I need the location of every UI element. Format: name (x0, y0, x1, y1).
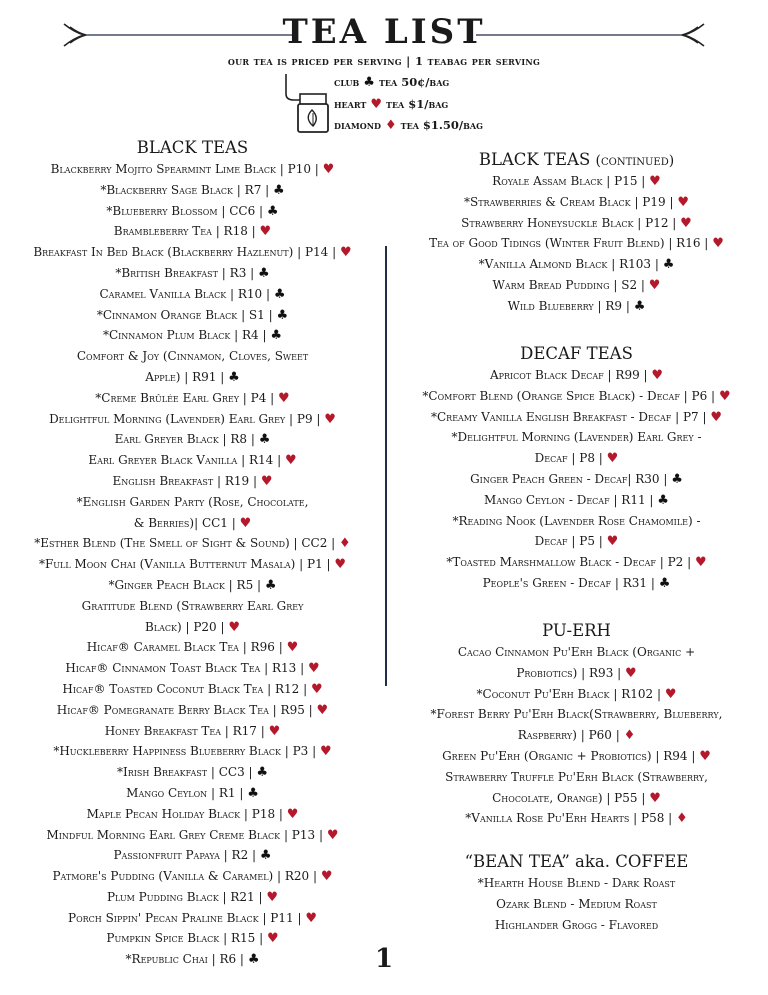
tea-item (0, 367, 385, 388)
tea-item-name: *Blueberry Blossom | CC6 | (106, 203, 264, 218)
pricing-subtitle: our tea is priced per serving | 1 teabag per serving (227, 54, 541, 68)
heart-icon: ♥ (694, 555, 707, 571)
club-icon: ♣ (258, 265, 270, 281)
tea-item-name: *Irish Breakfast | CC3 | (116, 765, 253, 780)
tea-item (385, 642, 768, 663)
tea-item (385, 915, 768, 936)
tea-item-name: Pumpkin Spice Black | R15 | (106, 931, 264, 946)
tea-item-name: *Blackberry Sage Black | R7 | (100, 182, 270, 197)
heart-icon: ♥ (228, 619, 241, 635)
club-icon: ♣ (363, 75, 375, 90)
section-heading-black-teas: BLACK TEAS (136, 138, 249, 157)
tea-item (0, 679, 385, 700)
tea-item (0, 242, 385, 263)
tea-item-name: *Forest Berry Pu'Erh Black(Strawberry, Blueberry, (430, 707, 723, 722)
section-heading-coffee: “BEAN TEA” aka. COFFEE (464, 852, 689, 871)
section-heading-black-teas-continued: BLACK TEAS (continued) (478, 150, 675, 169)
pu-erh-list (385, 642, 768, 829)
tea-item (385, 873, 768, 894)
diamond-icon: ♦ (676, 811, 688, 827)
tea-item (0, 866, 385, 887)
heart-icon: ♥ (718, 388, 731, 404)
heart-icon: ♥ (625, 665, 637, 681)
tea-item-name: *Hearth House Blend - Dark Roast (477, 876, 676, 890)
tea-item (385, 704, 768, 725)
heart-icon: ♥ (677, 194, 689, 210)
club-icon: ♣ (266, 203, 279, 219)
tea-item (0, 492, 385, 513)
tea-item-name: *English Garden Party (Rose, Chocolate, (76, 494, 309, 509)
pu-erh-section (385, 619, 768, 829)
tea-item-name: *Delightful Morning (Lavender) Earl Grey - (451, 430, 702, 445)
tea-item (0, 263, 385, 284)
club-icon: ♣ (264, 577, 277, 593)
tea-item-name: *Cinnamon Orange Black | S1 | (96, 307, 273, 322)
tea-item-name: Probiotics) | R93 | (516, 665, 622, 680)
coffee-list (385, 873, 768, 935)
tea-item (0, 658, 385, 679)
tea-item-name: Warm Bread Pudding | S2 | (492, 277, 645, 292)
heart-icon: ♥ (260, 473, 273, 489)
heart-icon: ♥ (322, 162, 335, 177)
tea-item-name: Comfort & Joy (Cinnamon, Cloves, Sweet (76, 349, 309, 364)
tea-item (385, 684, 768, 705)
club-icon: ♣ (270, 328, 283, 344)
tea-item (385, 427, 768, 448)
pricing-legend (334, 72, 483, 137)
club-icon: ♣ (258, 432, 271, 448)
club-icon: ♣ (657, 492, 669, 508)
tea-item (0, 346, 385, 367)
section-heading-decaf: DECAF TEAS (520, 344, 633, 363)
tea-item (0, 159, 385, 180)
tea-item-name: Earl Greyer Black Vanilla | R14 | (88, 453, 282, 468)
tea-item (385, 808, 768, 829)
tea-item (0, 700, 385, 721)
heart-icon: ♥ (340, 245, 352, 261)
tea-item (0, 180, 385, 201)
tea-item-name: Decaf | P5 | (534, 534, 603, 549)
tea-item (385, 490, 768, 511)
tea-item-name: Blackberry Mojito Spearmint Lime Black | P10 | (50, 162, 319, 176)
tea-item (385, 531, 768, 552)
heart-icon: ♥ (606, 451, 619, 467)
tea-item-name: *Republic Chai | R6 | (125, 952, 244, 967)
club-icon: ♣ (273, 182, 285, 198)
club-icon: ♣ (228, 369, 240, 385)
heart-icon: ♥ (266, 889, 279, 905)
heart-icon: ♥ (648, 277, 661, 293)
tea-item-name: Brambleberry Tea | R18 | (113, 224, 256, 239)
tea-item-name: Maple Pecan Holiday Black | P18 | (86, 806, 283, 821)
tea-item (385, 171, 768, 192)
heart-icon: ♥ (266, 931, 279, 947)
tea-item (0, 804, 385, 825)
tea-item (0, 783, 385, 804)
tea-item-name: Earl Greyer Black | R8 | (114, 432, 255, 447)
tea-item-name: Plum Pudding Black | R21 | (106, 889, 263, 904)
tea-item (0, 221, 385, 242)
price-diamond: diamond ♦ tea $1.50/bag (334, 118, 483, 133)
heart-icon: ♥ (278, 390, 290, 406)
heart-icon: ♥ (259, 224, 272, 240)
tea-item (385, 213, 768, 234)
tea-item-name: *Huckleberry Happiness Blueberry Black | P3 | (53, 744, 317, 759)
club-icon: ♣ (662, 257, 675, 273)
heart-icon: ♥ (334, 557, 347, 573)
tea-item-name: Strawberry Truffle Pu'Erh Black (Strawberry, (445, 769, 708, 784)
tea-item (385, 573, 768, 594)
price-club: club ♣ tea 50¢/bag (334, 75, 450, 90)
tea-item-name: Ginger Peach Green - Decaf| R30 | (470, 471, 668, 486)
tea-item (385, 233, 768, 254)
tea-item-name: Strawberry Honeysuckle Black | P12 | (461, 215, 677, 230)
tea-item (385, 725, 768, 746)
tea-item (385, 511, 768, 532)
diamond-icon: ♦ (339, 536, 351, 552)
teabag-icon (282, 72, 330, 134)
heart-icon: ♥ (286, 640, 299, 656)
tea-item (385, 746, 768, 767)
tea-item (385, 469, 768, 490)
tea-item (0, 637, 385, 658)
left-column (0, 136, 385, 970)
tea-item (0, 575, 385, 596)
black-teas-list (0, 159, 385, 970)
tea-item-name: Apricot Black Decaf | R99 | (489, 368, 648, 382)
diamond-icon: ♦ (623, 728, 636, 744)
heart-icon: ♥ (268, 723, 281, 739)
tea-item (385, 296, 768, 317)
tea-item-name: & Berries)| CC1 | (133, 515, 236, 530)
tea-item (0, 762, 385, 783)
tea-item-name: Mango Ceylon | R1 | (126, 785, 244, 800)
tea-item (0, 388, 385, 409)
tea-item (0, 908, 385, 929)
club-icon: ♣ (247, 785, 259, 801)
tea-item-name: Royale Assam Black | P15 | (492, 174, 646, 188)
tea-item-name: Raspberry) | P60 | (517, 728, 620, 743)
tea-item (0, 825, 385, 846)
tea-item (385, 767, 768, 788)
tea-item (385, 365, 768, 386)
heart-icon: ♥ (310, 681, 323, 697)
tea-item (0, 617, 385, 638)
tea-item (0, 554, 385, 575)
tea-item-name: Decaf | P8 | (534, 451, 603, 466)
heart-icon: ♥ (680, 215, 692, 231)
tea-item-name: Hicaf® Pomegranate Berry Black Tea | R95 | (56, 702, 313, 717)
heart-icon: ♥ (239, 515, 252, 531)
tea-item-name: Patmore's Pudding (Vanilla & Caramel) | R20 | (52, 869, 318, 884)
tea-item (0, 533, 385, 554)
tea-item-name: Ozark Blend - Medium Roast (496, 896, 657, 911)
tea-item (385, 448, 768, 469)
tea-item-name: *Vanilla Rose Pu'Erh Hearts | P58 | (465, 811, 673, 826)
tea-item-name: *Cinnamon Plum Black | R4 | (102, 328, 267, 343)
club-icon: ♣ (658, 575, 671, 591)
tea-item (0, 450, 385, 471)
tea-item-name: Mango Ceylon - Decaf | R11 | (484, 492, 654, 507)
tea-item (0, 741, 385, 762)
decaf-section (385, 342, 768, 594)
tea-item-name: Green Pu'Erh (Organic + Probiotics) | R94 | (442, 748, 696, 763)
club-icon: ♣ (247, 952, 260, 968)
tea-item (0, 845, 385, 866)
page-number: 1 (374, 944, 394, 974)
tea-item-name: Hicaf® Caramel Black Tea | R96 | (86, 640, 283, 655)
heart-icon: ♥ (286, 806, 299, 822)
page-title: TEA LIST (282, 12, 486, 52)
tea-item-name: Apple) | R91 | (145, 369, 225, 384)
heart-icon: ♥ (606, 534, 619, 550)
heart-icon: ♥ (284, 453, 297, 469)
tea-item (385, 192, 768, 213)
tea-item (385, 663, 768, 684)
heart-icon: ♥ (308, 661, 320, 677)
club-icon: ♣ (633, 298, 646, 314)
club-icon: ♣ (276, 307, 289, 323)
tea-item-name: *Coconut Pu'Erh Black | R102 | (476, 686, 661, 701)
tea-item-name: *Strawberries & Cream Black | P19 | (463, 194, 674, 209)
tea-item-name: *Creamy Vanilla English Breakfast - Decaf | P7 | (430, 409, 707, 424)
tea-item-name: *Toasted Marshmallow Black - Decaf | P2 | (446, 555, 692, 570)
tea-item-name: Hicaf® Cinnamon Toast Black Tea | R13 | (65, 661, 305, 676)
tea-item-name: Delightful Morning (Lavender) Earl Grey | P9 | (49, 411, 321, 426)
club-icon: ♣ (256, 765, 269, 781)
tea-item-name: Cacao Cinnamon Pu'Erh Black (Organic + (457, 645, 696, 659)
tea-item-name: *Ginger Peach Black | R5 | (108, 577, 262, 592)
decaf-list (385, 365, 768, 594)
tea-item-name: Black) | P20 | (144, 619, 225, 634)
heart-icon: ♥ (305, 910, 317, 926)
tea-item-name: Mindful Morning Earl Grey Creme Black | P13 | (46, 827, 324, 842)
club-icon: ♣ (273, 286, 286, 302)
coffee-section (385, 850, 768, 935)
tea-item-name: *Creme Brûlée Earl Grey | P4 | (95, 390, 275, 405)
tea-item-name: Chocolate, Orange) | P55 | (492, 790, 646, 805)
club-icon: ♣ (671, 471, 683, 487)
tea-item (385, 407, 768, 428)
heart-icon: ♥ (651, 368, 664, 383)
heart-icon: ♥ (316, 702, 329, 718)
tea-item (0, 409, 385, 430)
tea-item-name: *Reading Nook (Lavender Rose Chamomile) - (452, 513, 701, 528)
heart-icon: ♥ (326, 827, 339, 843)
tea-item-name: *Esther Blend (The Smell of Sight & Sound) | CC2 | (34, 536, 336, 551)
tea-item-name: Honey Breakfast Tea | R17 | (104, 723, 265, 738)
tea-item-name: Tea of Good Tidings (Winter Fruit Blend) | R16 | (429, 236, 709, 251)
tea-item-name: *British Breakfast | R3 | (115, 265, 255, 280)
tea-item-name: Breakfast In Bed Black (Blackberry Hazlenut) | P14 | (33, 245, 337, 260)
tea-item (0, 887, 385, 908)
tea-item (0, 325, 385, 346)
tea-item-name: Hicaf® Toasted Coconut Black Tea | R12 | (62, 681, 308, 696)
heart-icon: ♥ (649, 790, 661, 806)
heart-icon: ♥ (320, 869, 333, 885)
tea-item-name: Passionfruit Papaya | R2 | (113, 848, 257, 863)
tea-item-name: *Comfort Blend (Orange Spice Black) - Decaf | P6 | (422, 388, 716, 403)
tea-item (385, 788, 768, 809)
tea-item-name: Highlander Grogg - Flavored (494, 917, 659, 932)
tea-item-name: Gratitude Blend (Strawberry Earl Grey (81, 598, 304, 613)
tea-item (385, 254, 768, 275)
black-teas-continued-list (385, 171, 768, 317)
tea-item (0, 429, 385, 450)
section-heading-pu-erh: PU-ERH (542, 621, 611, 640)
tea-item (385, 894, 768, 915)
heart-icon: ♥ (649, 174, 661, 189)
tea-item-name: English Breakfast | R19 | (112, 473, 258, 488)
diamond-icon: ♦ (384, 118, 397, 133)
heart-icon: ♥ (324, 411, 336, 427)
tea-item-name: *Vanilla Almond Black | R103 | (478, 257, 659, 272)
heart-icon: ♥ (320, 744, 332, 760)
heart-icon: ♥ (664, 686, 677, 702)
tea-item-name: Wild Blueberry | R9 | (507, 298, 630, 313)
tea-item-name: Caramel Vanilla Black | R10 | (99, 286, 271, 301)
tea-item (0, 596, 385, 617)
tea-item (0, 305, 385, 326)
heart-icon: ♥ (712, 236, 724, 252)
tea-item (0, 284, 385, 305)
heart-icon: ♥ (370, 96, 382, 112)
tea-item-name: Porch Sippin' Pecan Praline Black | P11 | (68, 910, 302, 925)
tea-item-name: People's Green - Decaf | R31 | (482, 575, 655, 590)
black-teas-continued-section (385, 148, 768, 317)
tea-item (385, 552, 768, 573)
tea-item (0, 513, 385, 534)
heart-icon: ♥ (699, 748, 711, 764)
heart-icon: ♥ (710, 409, 723, 425)
club-icon: ♣ (259, 848, 272, 864)
tea-item-name: *Full Moon Chai (Vanilla Butternut Masala) | P1 | (38, 557, 331, 572)
tea-item (0, 471, 385, 492)
price-heart: heart ♥ tea $1/bag (334, 96, 449, 112)
tea-item (0, 201, 385, 222)
tea-item (385, 275, 768, 296)
tea-item (385, 386, 768, 407)
tea-item (0, 721, 385, 742)
